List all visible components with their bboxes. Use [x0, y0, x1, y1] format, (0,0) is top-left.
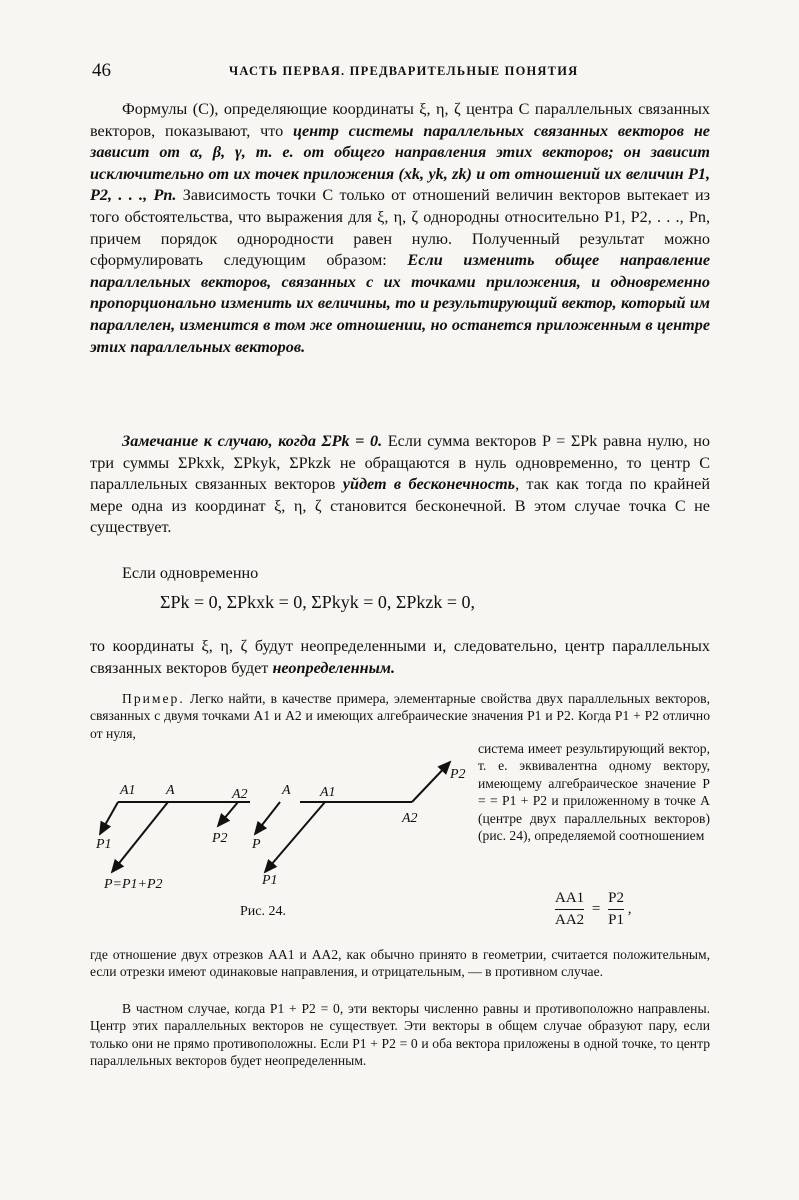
para4-emphasis: неопределенным. [272, 658, 396, 677]
label-a2-left: A2 [232, 787, 248, 802]
label-p2-left: P2 [212, 831, 228, 846]
remark-text-1: Если сумма векторов P = ΣPk равна нулю, но три суммы ΣPkxk, ΣPkyk, ΣPkzk не обращаются в нуль одновременно, то центр C параллельных связанных векторов [90, 432, 711, 494]
para6-text: В частном случае, когда P1 + P2 = 0, эти векторы численно равны и противоположно направлены. Центр этих параллельных векторов не существует. Эти векторы в общем случае образуют пару, если только они не прямо противоположны. Если P1 + P2 = 0 и оба вектора приложены в одной точке, то центр параллельных векторов будет неопределенным. [90, 1001, 710, 1069]
ratio-formula [555, 890, 631, 929]
figure-24 [90, 752, 510, 902]
label-a-left: A [166, 783, 175, 798]
para1-emphasis-1: центр системы параллельных связанных векторов не зависит от α, β, γ, т. е. от общего направления этих векторов; он зависит исключительно от их точек приложения (xk, yk, zk) и от отношений их величин P1, P2, . . ., Pn. [90, 121, 710, 205]
frac-tail: , [627, 901, 632, 917]
label-a1-left: A1 [120, 783, 136, 798]
frac-den: AA2 [555, 912, 585, 928]
page-header [92, 60, 712, 84]
para5-text: где отношение двух отрезков AA1 и AA2, как обычно принято в геометрии, считается положительным, если отрезки имеют одинаковые направления, и отрицательным, — в противном случае. [90, 947, 710, 980]
label-p2-right: P2 [450, 767, 466, 782]
vector-p-right [255, 802, 280, 834]
label-p1-right: P1 [262, 873, 278, 888]
vector-p1-left [100, 802, 118, 834]
vector-p1-right [265, 802, 325, 872]
para1-mid: Зависимость точки C только от отношений величин векторов вытекает из того обстоятельства, что выражения для ξ, η, ζ однородны относительно P1, P2, . . ., Pn, причем порядок однородности равен нулю. Полученный результат можно сформулировать следующим образом: [90, 186, 710, 270]
remark-lead: Замечание к случаю, когда ΣPk = 0. [122, 432, 383, 450]
label-a2-right: A2 [402, 811, 418, 826]
vector-p2-left [218, 802, 238, 826]
paragraph-3 [90, 563, 710, 585]
paragraph-2 [90, 431, 710, 539]
paragraph-5 [90, 946, 710, 981]
running-title: ЧАСТЬ ПЕРВАЯ. ПРЕДВАРИТЕЛЬНЫЕ ПОНЯТИЯ [229, 64, 579, 78]
frac-num: AA1 [555, 890, 585, 906]
para4-text: то координаты ξ, η, ζ будут неопределенными и, следовательно, центр параллельных связанных векторов будет [90, 637, 710, 677]
remark-emphasis: уйдет в бесконечность [342, 475, 516, 494]
label-p-right: P [252, 837, 261, 852]
paragraph-1 [90, 99, 710, 358]
para1-emphasis-2: Если изменить общее направление параллельных векторов, связанных с их точками приложения, и одновременно пропорционально изменить их величины, то и результирующий вектор, который им параллелен, изменится в том же отношении, но останется приложенным в центре этих параллельных векторов. [90, 251, 711, 356]
example-text-top: Легко найти, в качестве примера, элементарные свойства двух параллельных векторов, связанных с двумя точками A1 и A2 и имеющих алгебраические значения P1 и P2. Когда P1 + P2 отлично от нуля, [90, 691, 710, 741]
frac-eq: = [591, 901, 601, 917]
paragraph-6 [90, 1000, 710, 1070]
vector-p2-right [412, 762, 450, 802]
label-a1-right: A1 [320, 785, 336, 800]
figure-caption: Рис. 24. [240, 904, 286, 919]
label-psum-left: P=P1+P2 [104, 877, 163, 892]
display-formula: ΣPk = 0, ΣPkxk = 0, ΣPkyk = 0, ΣPkzk = 0, [160, 592, 476, 612]
para1-lead: Формулы (C), определяющие координаты ξ, η, ζ центра C параллельных связанных векторов, показывают, что [90, 100, 710, 140]
page-number: 46 [92, 60, 111, 81]
remark-text-2: , так как тогда по крайней мере одна из координат ξ, η, ζ становится бесконечной. В этом случае точка C не существует. [90, 475, 710, 537]
paragraph-4 [90, 636, 710, 679]
example-paragraph [90, 690, 710, 742]
para3-text: Если одновременно [122, 564, 259, 582]
example-label: Пример. [122, 691, 185, 706]
frac-rnum: P2 [608, 890, 624, 906]
label-a-right: A [282, 783, 291, 798]
frac-rden: P1 [608, 912, 624, 928]
vector-p-left [112, 802, 168, 872]
example-right-column: система имеет результирующий вектор, т. е. эквивалентна одному вектору, имеющему алгебраическое значение P = = P1 + P2 и приложенному в точке A (центре двух параллельных векторов) (рис. 24), определяемой соотношением [478, 741, 710, 844]
label-p1-left: P1 [96, 837, 112, 852]
